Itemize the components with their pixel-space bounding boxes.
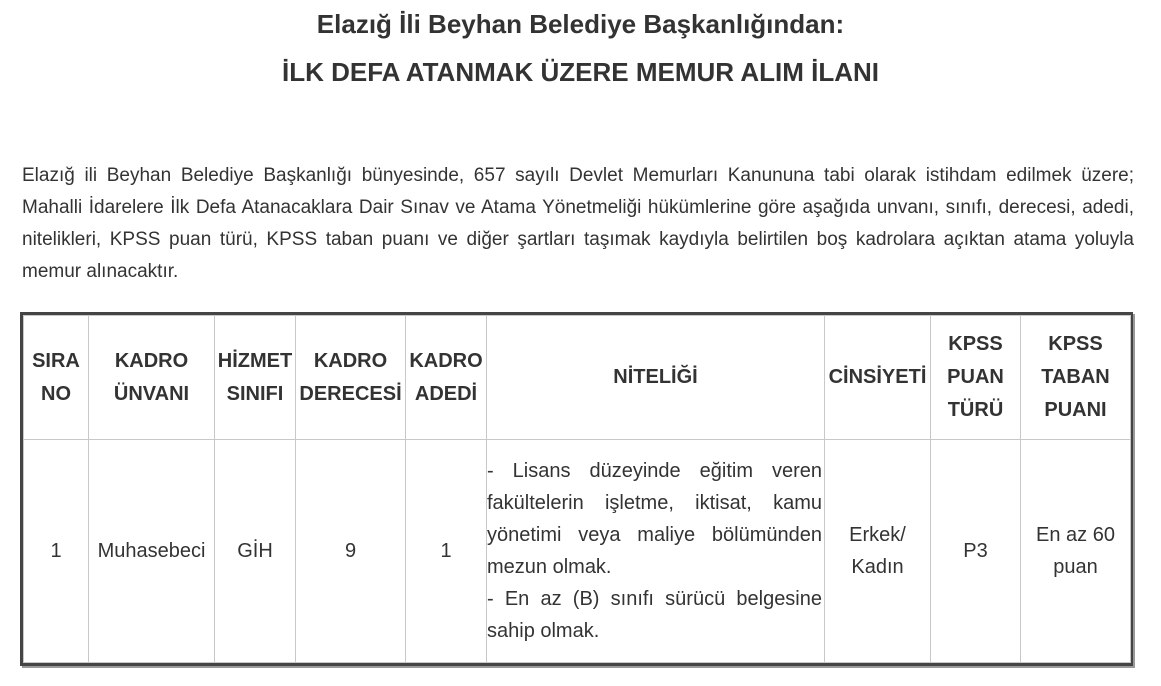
header-kadro-derecesi: KADRO DERECESİ (296, 316, 406, 440)
cell-kpss-puan-turu: P3 (931, 440, 1021, 663)
header-kpss-puan-turu: KPSS PUAN TÜRÜ (931, 316, 1021, 440)
header-kadro-adedi: KADRO ADEDİ (406, 316, 487, 440)
header-kpss-taban-puani: KPSS TABAN PUANI (1021, 316, 1131, 440)
cell-kadro-adedi: 1 (406, 440, 487, 663)
header-kadro-unvani: KADRO ÜNVANI (89, 316, 215, 440)
header-hizmet-sinifi: HİZMET SINIFI (215, 316, 296, 440)
nitelik-item: - Lisans düzeyinde eğitim veren fakültelerin işletme, iktisat, kamu yönetimi veya maliye bölümünden mezun olmak. (487, 460, 822, 578)
table-header-row (24, 316, 1131, 440)
intro-paragraph: Elazığ ili Beyhan Belediye Başkanlığı bünyesinde, 657 sayılı Devlet Memurları Kanununa tabi olarak istihdam edilmek üzere; Mahalli İdarelere İlk Defa Atanacaklara Dair Sınav ve Atama Yönetmeliği hükümlerine göre aşağıda unvanı, sınıfı, derecesi, adedi, nitelikleri, KPSS puan türü, KPSS taban puanı ve diğer şartları taşımak kaydıyla belirtilen boş kadrolara açıktan atama yoluyla memur alınacaktır. (22, 165, 1134, 282)
header-sira-no: SIRA NO (24, 316, 89, 440)
page-title: Elazığ İli Beyhan Belediye Başkanlığından: (316, 9, 845, 39)
cell-kadro-unvani: Muhasebeci (89, 440, 215, 663)
vacancy-table (23, 315, 1131, 663)
cell-sira-no: 1 (24, 440, 89, 663)
header-cinsiyeti: CİNSİYETİ (825, 316, 931, 440)
cell-kadro-derecesi: 9 (296, 440, 406, 663)
page-subtitle: İLK DEFA ATANMAK ÜZERE MEMUR ALIM İLANI (282, 57, 879, 87)
cell-kpss-taban-puani: En az 60 puan (1021, 440, 1131, 663)
cell-hizmet-sinifi: GİH (215, 440, 296, 663)
nitelik-item: - En az (B) sınıfı sürücü belgesine sahip olmak. (487, 588, 822, 642)
header-niteligi: NİTELİĞİ (487, 316, 825, 440)
table-row (24, 440, 1131, 663)
cell-niteligi (487, 440, 825, 663)
cell-cinsiyeti: Erkek/ Kadın (825, 440, 931, 663)
vacancy-table-frame (20, 312, 1133, 666)
